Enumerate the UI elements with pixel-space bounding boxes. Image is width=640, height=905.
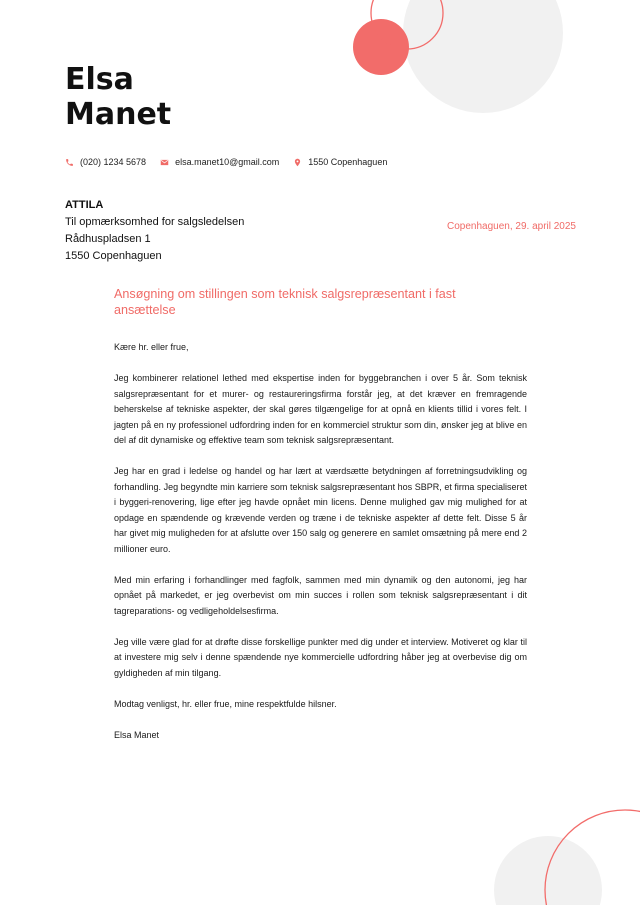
contact-location xyxy=(293,157,387,167)
paragraph-2: Jeg har en grad i ledelse og handel og har lært at værdsætte betydningen af forretningsudvikling og forhandling. Jeg begyndte min karriere som teknisk salgsrepræsentant hos SBPR, et firma specialiseret i byggeri-renovering, lige efter jeg havde opnået min licens. Denne mulighed gav mig mulighed for at opdage en spændende og krævende verden og træne i de tekniske aspekter af dette felt. Disse 5 år har givet mig muligheden for at afslutte over 150 salg og generere en samlet omsætning på mere end 2 millioner euro. xyxy=(114,466,527,554)
decor-bottom-right xyxy=(480,790,640,905)
paragraph-3: Med min erfaring i forhandlinger med fagfolk, sammen med min dynamik og den autonomi, jeg har opnået på markedet, er jeg overbevist om min succes i rollen som teknisk salgsrepræsentant i dit tagreparations- og vedligeholdelsesfirma. xyxy=(114,574,527,616)
map-pin-icon xyxy=(293,158,302,167)
location-text: 1550 Copenhaguen xyxy=(308,157,388,167)
last-name: Manet xyxy=(65,97,172,132)
letter-body xyxy=(114,340,527,759)
decor-coral-ring xyxy=(371,0,443,49)
signature: Elsa Manet xyxy=(114,729,160,740)
decor-coral-ring-bottom xyxy=(545,810,640,905)
applicant-name xyxy=(65,62,171,132)
contact-phone xyxy=(65,157,146,167)
email-text: elsa.manet10@gmail.com xyxy=(175,157,280,167)
contact-email xyxy=(160,157,279,167)
decor-gray-circle-bottom xyxy=(494,836,602,905)
greeting: Kære hr. eller frue, xyxy=(114,342,189,352)
decor-coral-dot xyxy=(353,19,409,75)
contact-info xyxy=(65,155,401,169)
phone-icon xyxy=(65,158,74,167)
first-name: Elsa xyxy=(65,62,134,97)
paragraph-4: Jeg ville være glad for at drøfte disse forskellige punkter med dig under et interview. Motiveret og klar til at investere mig selv i denne spændende nye kommercielle udfordring håber jeg at overbevise dig om gyldigheden af min tilgang. xyxy=(114,636,527,678)
recipient-company: ATTILA xyxy=(65,199,104,211)
paragraph-1: Jeg kombinerer relationel lethed med ekspertise inden for byggebranchen i over 5 år. Som teknisk salgsrepræsentant for et murer- og restaureringsfirma forstår jeg, at det kræver en fremragende beherskelse af tekniske aspekter, der skal gøres tilgængelige for at opnå en klients tillid i vores felt. I jagten på en ny professionel udfordring inden for en kommerciel struktur som din, ønsker jeg at blive en del af dit dynamiske og effektive team som teknisk salgsrepræsentant. xyxy=(114,373,527,445)
envelope-icon xyxy=(160,158,169,167)
decor-top-right xyxy=(340,0,640,115)
recipient-street: Rådhuspladsen 1 xyxy=(65,233,151,245)
phone-text: (020) 1234 5678 xyxy=(80,157,147,167)
letter-date: Copenhaguen, 29. april 2025 xyxy=(447,221,576,232)
recipient-city: 1550 Copenhaguen xyxy=(65,250,162,262)
closing: Modtag venligst, hr. eller frue, mine respektfulde hilsner. xyxy=(114,698,337,709)
letter-subject: Ansøgning om stillingen som teknisk salgsrepræsentant i fast ansættelse xyxy=(114,287,456,317)
decor-gray-circle xyxy=(403,0,563,113)
recipient-attention: Til opmærksomhed for salgsledelsen xyxy=(65,216,245,228)
recipient-address xyxy=(65,197,244,265)
